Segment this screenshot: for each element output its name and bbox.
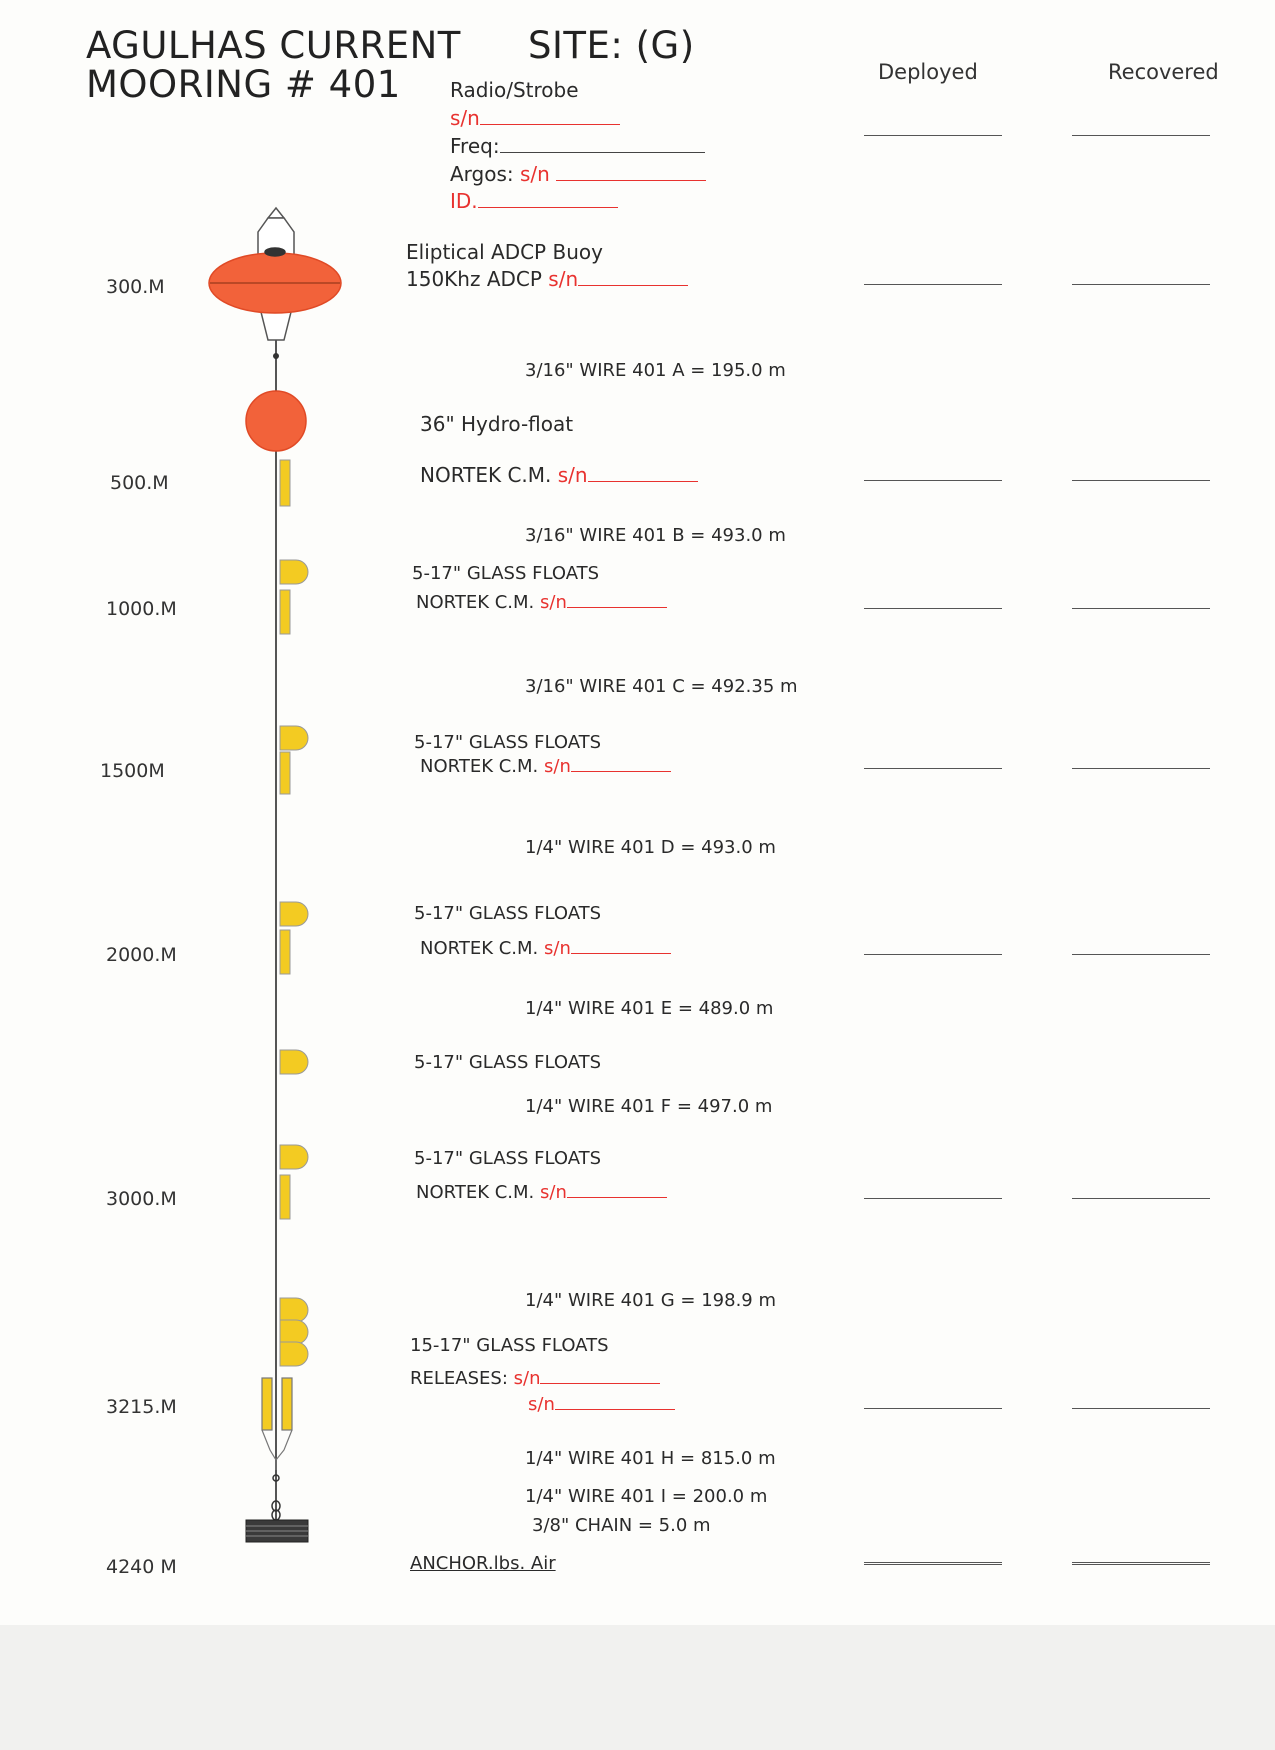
floats-label: 5-17" GLASS FLOATS [414, 903, 602, 924]
current-meter [280, 460, 290, 506]
recovered-blank[interactable] [1072, 608, 1210, 609]
deployed-blank[interactable] [864, 480, 1002, 481]
radio-title: Radio/Strobe [450, 78, 579, 102]
floats-label: 15-17" GLASS FLOATS [410, 1335, 609, 1356]
wire-label: 1/4" WIRE 401 D = 493.0 m [525, 837, 776, 858]
deployed-blank[interactable] [864, 954, 1002, 955]
deployed-blank[interactable] [864, 284, 1002, 285]
depth-label: 500.M [110, 472, 169, 494]
depth-label: 2000.M [106, 944, 177, 966]
recovered-blank[interactable] [1072, 768, 1210, 769]
hydro-float [246, 391, 306, 451]
nortek-label: NORTEK C.M. s/n [420, 756, 671, 777]
recovered-blank[interactable] [1072, 1408, 1210, 1409]
wire-label: 1/4" WIRE 401 F = 497.0 m [525, 1096, 773, 1117]
depth-label: 1500M [100, 760, 165, 782]
deployed-blank[interactable] [864, 1198, 1002, 1199]
radio-id: ID. [450, 189, 618, 213]
current-meter [280, 930, 290, 974]
title-line2: MOORING # 401 [86, 63, 401, 106]
deployed-blank[interactable] [864, 768, 1002, 769]
nortek-label: NORTEK C.M. s/n [420, 938, 671, 959]
hydrofloat-label: 36" Hydro-float [420, 412, 574, 436]
recovered-blank[interactable] [1072, 284, 1210, 285]
current-meter [280, 752, 290, 794]
depth-label: 3215.M [106, 1396, 177, 1418]
floats-label: 5-17" GLASS FLOATS [412, 563, 600, 584]
wire-label: 1/4" WIRE 401 E = 489.0 m [525, 998, 774, 1019]
radio-sn: s/n [450, 106, 620, 130]
recovered-blank[interactable] [1072, 954, 1210, 955]
releases-sn-2: s/n [528, 1394, 675, 1415]
nortek-label: NORTEK C.M. s/n [420, 463, 698, 487]
adcp-label: 150Khz ADCP s/n [406, 267, 688, 291]
depth-label: 300.M [106, 276, 165, 298]
wire-label: 3/8" CHAIN = 5.0 m [532, 1515, 711, 1536]
deployed-blank[interactable] [864, 608, 1002, 609]
wire-label: 3/16" WIRE 401 C = 492.35 m [525, 676, 798, 697]
title-line1: AGULHAS CURRENT [86, 24, 461, 67]
anchor-label: ANCHOR.lbs. Air [410, 1553, 556, 1574]
recovered-blank[interactable] [1072, 135, 1210, 136]
adcp-buoy [209, 208, 341, 340]
nortek-label: NORTEK C.M. s/n [416, 592, 667, 613]
deployed-blank[interactable] [864, 135, 1002, 136]
wire-label: 1/4" WIRE 401 I = 200.0 m [525, 1486, 768, 1507]
radio-freq: Freq: [450, 134, 705, 158]
deployed-blank[interactable] [864, 1408, 1002, 1409]
current-meter [280, 590, 290, 634]
wire-label: 1/4" WIRE 401 H = 815.0 m [525, 1448, 776, 1469]
radio-argos: Argos: s/n [450, 162, 706, 186]
recovered-blank[interactable] [1072, 480, 1210, 481]
anchor [246, 1520, 308, 1542]
current-meter [280, 1175, 290, 1219]
floats-label: 5-17" GLASS FLOATS [414, 732, 602, 753]
col-recovered: Recovered [1108, 60, 1219, 84]
wire-label: 3/16" WIRE 401 B = 493.0 m [525, 525, 786, 546]
page-bottom-margin [0, 1625, 1275, 1750]
site-label: SITE: (G) [528, 24, 695, 67]
wire-label: 1/4" WIRE 401 G = 198.9 m [525, 1290, 777, 1311]
releases-label: RELEASES: s/n [410, 1368, 660, 1389]
deployed-blank[interactable] [864, 1562, 1002, 1565]
col-deployed: Deployed [878, 60, 978, 84]
floats-label: 5-17" GLASS FLOATS [414, 1148, 602, 1169]
buoy-title: Eliptical ADCP Buoy [406, 240, 603, 264]
recovered-blank[interactable] [1072, 1562, 1210, 1565]
recovered-blank[interactable] [1072, 1198, 1210, 1199]
floats-label: 5-17" GLASS FLOATS [414, 1052, 602, 1073]
wire-label: 3/16" WIRE 401 A = 195.0 m [525, 360, 786, 381]
nortek-label: NORTEK C.M. s/n [416, 1182, 667, 1203]
depth-label: 1000.M [106, 598, 177, 620]
depth-label: 3000.M [106, 1188, 177, 1210]
depth-label: 4240 M [106, 1556, 177, 1578]
